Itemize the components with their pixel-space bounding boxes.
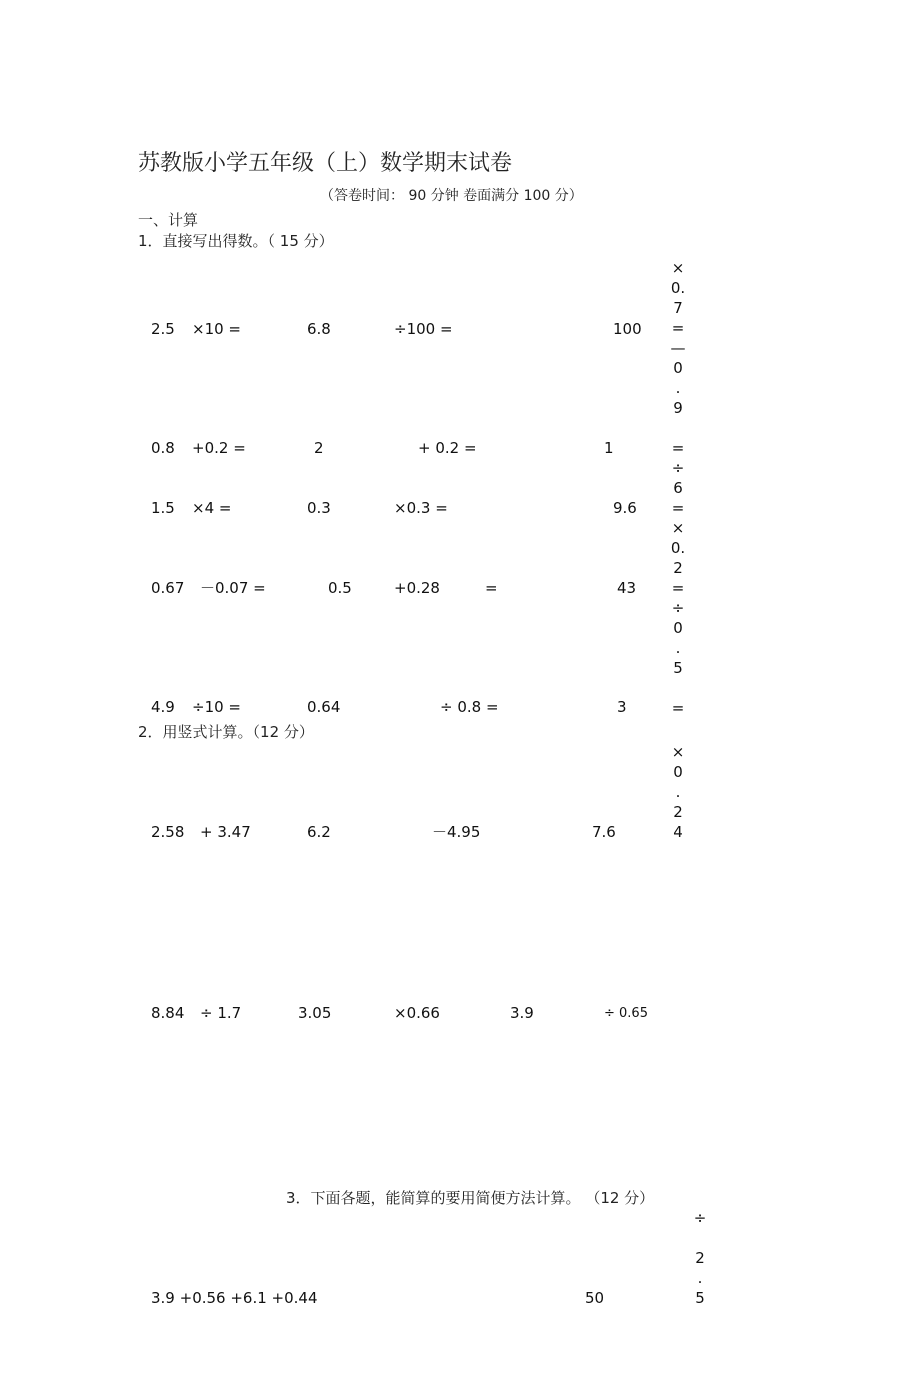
q1-row3-op-b: ×0.3 = bbox=[394, 499, 448, 517]
col-char: 7 bbox=[673, 299, 683, 317]
col-char bbox=[690, 1228, 710, 1248]
q1-wrapped-column bbox=[668, 258, 688, 718]
section-heading: 一、计算 bbox=[138, 211, 199, 229]
q1-row4-equals: = bbox=[485, 579, 498, 597]
q1-row2-operand-a: 0.8 bbox=[151, 439, 175, 457]
col-char: ÷ bbox=[671, 599, 685, 617]
q2-wrapped-column bbox=[668, 742, 688, 842]
col-char bbox=[668, 678, 688, 698]
q1-row4-op-b: +0.28 bbox=[394, 579, 440, 597]
col-char: 0. bbox=[670, 279, 686, 297]
q1-row1-operand-b: 6.8 bbox=[307, 320, 331, 338]
q3-expression-1: 3.9 +0.56 +6.1 +0.44 bbox=[151, 1289, 318, 1307]
q1-row5-op-b: ÷ 0.8 = bbox=[440, 698, 499, 716]
q1-row2-op-b: + 0.2 = bbox=[418, 439, 477, 457]
q1-row4-operand-c: 43 bbox=[617, 579, 637, 597]
q1-row1-op-a: ×10 = bbox=[192, 320, 241, 338]
col-char: 0 bbox=[673, 763, 683, 781]
q1-row3-operand-c: 9.6 bbox=[613, 499, 637, 517]
q1-row5-operand-c: 3 bbox=[617, 698, 627, 716]
col-char: . bbox=[675, 379, 681, 397]
q1-row1-operand-a: 2.5 bbox=[151, 320, 175, 338]
col-char: 2 bbox=[673, 559, 683, 577]
col-char: ÷ bbox=[693, 1209, 707, 1227]
q2-row2-op-c: ÷ 0.65 bbox=[604, 1006, 648, 1021]
col-char: = bbox=[671, 439, 685, 457]
col-char: — bbox=[670, 339, 686, 357]
col-char: = bbox=[671, 579, 685, 597]
q3-wrapped-column bbox=[690, 1208, 710, 1308]
col-char: 4 bbox=[673, 823, 683, 841]
col-char: 9 bbox=[673, 399, 683, 417]
col-char: 0. bbox=[670, 539, 686, 557]
col-char: × bbox=[671, 259, 685, 277]
q1-row1-operand-c: 100 bbox=[613, 320, 642, 338]
exam-info: （答卷时间： 90 分钟 卷面满分 100 分） bbox=[320, 188, 583, 204]
q2-row1-op-b: －4.95 bbox=[432, 823, 481, 841]
col-char: × bbox=[671, 519, 685, 537]
q1-row3-operand-a: 1.5 bbox=[151, 499, 175, 517]
q2-row1-operand-a: 2.58 bbox=[151, 823, 185, 841]
q1-row5-op-a: ÷10 = bbox=[192, 698, 241, 716]
q1-row3-operand-b: 0.3 bbox=[307, 499, 331, 517]
col-char: 5 bbox=[673, 659, 683, 677]
col-char: = bbox=[671, 319, 685, 337]
q1-row5-operand-b: 0.64 bbox=[307, 698, 341, 716]
col-char bbox=[668, 418, 688, 438]
q1-row3-op-a: ×4 = bbox=[192, 499, 232, 517]
question-1-heading: 1．直接写出得数。（ 15 分） bbox=[138, 232, 334, 250]
q3-expression-2: 50 bbox=[585, 1289, 605, 1307]
q2-row1-operand-b: 6.2 bbox=[307, 823, 331, 841]
col-char: 0 bbox=[673, 359, 683, 377]
question-3-heading: 3．下面各题，能简算的要用简便方法计算。 （12 分） bbox=[286, 1189, 655, 1207]
q2-row2-operand-c: 3.9 bbox=[510, 1004, 534, 1022]
col-char: . bbox=[697, 1269, 703, 1287]
q2-row2-op-a: ÷ 1.7 bbox=[200, 1004, 242, 1022]
col-char: . bbox=[675, 783, 681, 801]
q1-row2-operand-b: 2 bbox=[314, 439, 324, 457]
col-char: . bbox=[675, 639, 681, 657]
col-char: 6 bbox=[673, 479, 683, 497]
q1-row4-operand-b: 0.5 bbox=[328, 579, 352, 597]
q1-row2-operand-c: 1 bbox=[604, 439, 614, 457]
col-char: 0 bbox=[673, 619, 683, 637]
col-char: ÷ bbox=[671, 459, 685, 477]
q1-row5-operand-a: 4.9 bbox=[151, 698, 175, 716]
q1-row2-op-a: +0.2 = bbox=[192, 439, 246, 457]
col-char: × bbox=[671, 743, 685, 761]
q1-row4-operand-a: 0.67 bbox=[151, 579, 185, 597]
q2-row1-operand-c: 7.6 bbox=[592, 823, 616, 841]
page-title: 苏教版小学五年级（上）数学期末试卷 bbox=[138, 151, 513, 176]
q2-row2-operand-a: 8.84 bbox=[151, 1004, 185, 1022]
col-char: = bbox=[671, 499, 685, 517]
col-char: = bbox=[671, 699, 685, 717]
question-2-heading: 2．用竖式计算。（12 分） bbox=[138, 723, 314, 741]
q2-row2-operand-b: 3.05 bbox=[298, 1004, 332, 1022]
q2-row2-op-b: ×0.66 bbox=[394, 1004, 440, 1022]
col-char: 2 bbox=[695, 1249, 705, 1267]
col-char: 2 bbox=[673, 803, 683, 821]
q2-row1-op-a: + 3.47 bbox=[200, 823, 251, 841]
col-char: 5 bbox=[695, 1289, 705, 1307]
q1-row4-op-a: －0.07 = bbox=[200, 579, 266, 597]
q1-row1-op-b: ÷100 = bbox=[394, 320, 453, 338]
